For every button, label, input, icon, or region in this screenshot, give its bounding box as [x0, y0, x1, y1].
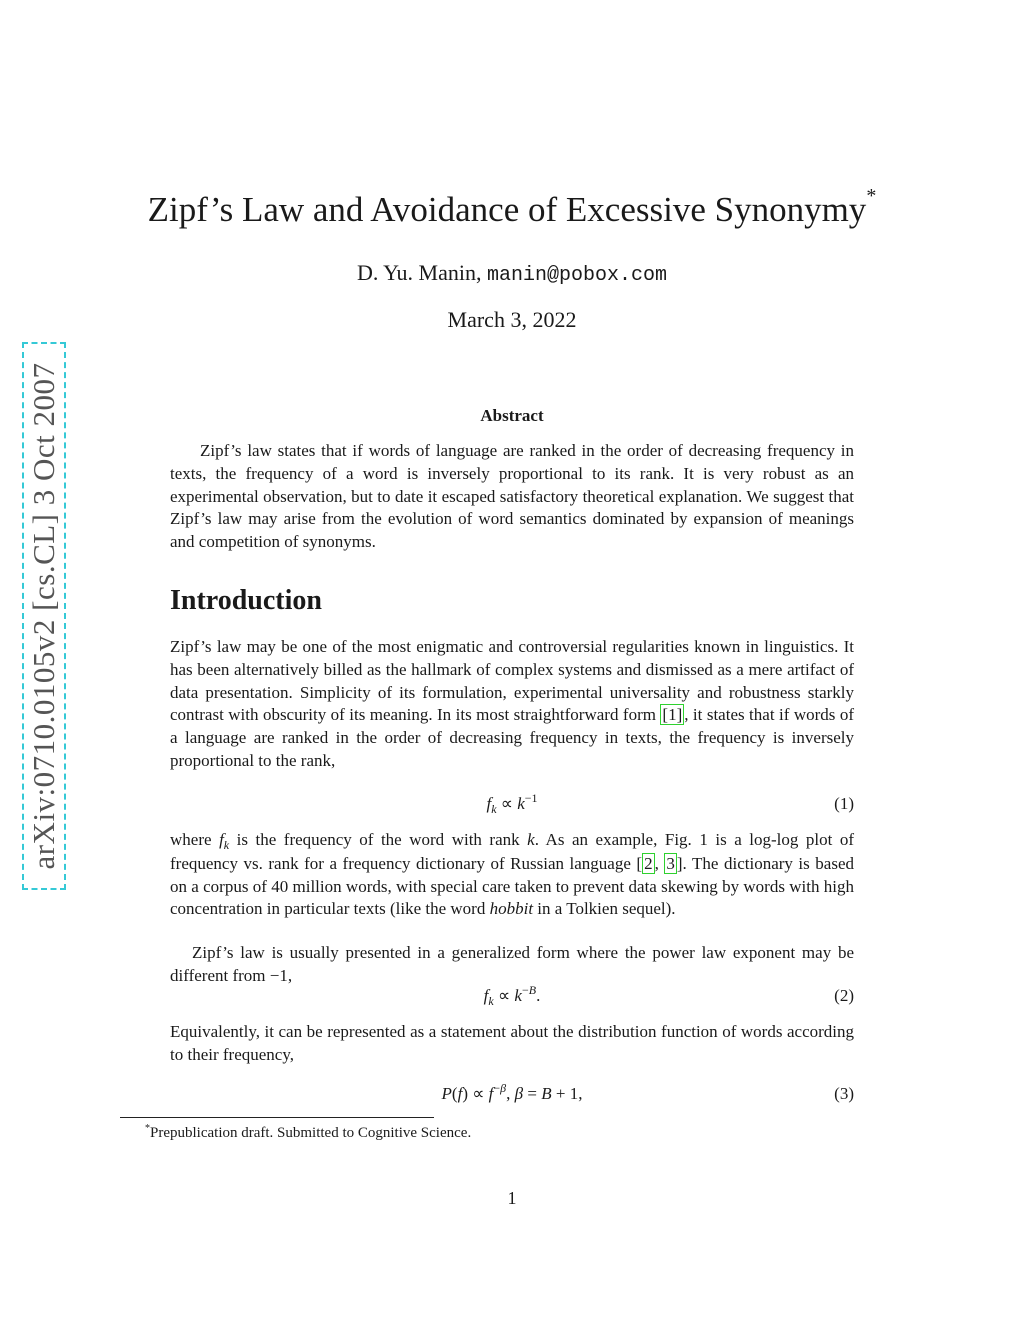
intro-paragraph-3: Zipf’s law is usually presented in a generalized form where the power law exponent may be different from −1,	[170, 943, 854, 985]
section-title-introduction: Introduction	[170, 585, 322, 616]
equation-3-expression: $P(f) \propto f^{-\beta}$, β = B + 1,	[441, 1081, 583, 1103]
equation-2	[170, 983, 854, 1010]
equation-1	[170, 791, 854, 818]
paper-date: March 3, 2022	[447, 307, 577, 332]
citation-2[interactable]: 2	[644, 853, 653, 873]
citation-3[interactable]: 3	[666, 853, 675, 873]
footnote	[145, 1123, 471, 1142]
equation-2-number: (2)	[834, 986, 854, 1005]
title-footnote-mark: *	[866, 185, 877, 208]
intro-paragraph-4: Equivalently, it can be represented as a statement about the distribution function of words according to their frequency,	[170, 1022, 854, 1064]
equation-3-number: (3)	[834, 1084, 854, 1103]
equation-1-number: (1)	[834, 794, 854, 813]
author-line	[0, 260, 1024, 287]
author-name: D. Yu. Manin,	[357, 260, 482, 285]
footnote-mark: *	[145, 1123, 150, 1134]
footnote-rule	[120, 1117, 434, 1118]
word-hobbit: hobbit	[489, 899, 534, 919]
title-text: Zipf’s Law and Avoidance of Excessive Synonymy	[147, 190, 867, 229]
paper-title	[0, 185, 1024, 230]
equation-2-expression: $f_k \propto k^{-B}$.	[483, 983, 541, 1008]
equation-3	[170, 1081, 854, 1108]
footnote-text: Prepublication draft. Submitted to Cognitive Science.	[150, 1125, 472, 1141]
intro-paragraph-1: Zipf’s law may be one of the most enigmatic and controversial regularities known in linguistics. It has been alternatively billed as the hallmark of complex systems and dismissed as a mere artifact of data presentation. Simplicity of its formulation, experimental universality and robustness starkly contrast with obscurity of its meaning. In its most straightforward form [1] , it states that if words of a language are ranked in the order of decreasing frequency in texts, the frequency is inversely proportional to the rank,	[170, 637, 854, 770]
page-number: 1	[507, 1188, 517, 1208]
author-email[interactable]: manin@pobox.com	[486, 264, 667, 287]
intro-paragraph-2: where $f_k$ is the frequency of the word with rank k. As an example, Fig. 1 is a log-log plot of frequency vs. rank for a frequency dictionary of Russian language [ 2 , 3 ]. The dictionary is based on a corpus of 40 million words, with special care taken to prevent data skewing by words with high concentration in particular texts (like the word hobbit in a Tolkien sequel).	[170, 830, 855, 919]
arxiv-id: arXiv:0710.0105v2 [cs.CL] 3 Oct 2007	[26, 362, 61, 870]
abstract-body: Zipf’s law states that if words of language are ranked in the order of decreasing frequency in texts, the frequency of a word is inversely proportional to its rank. It is very robust as an experimental observation, but to date it escaped satisfactory theoretical explanation. We suggest that Zipf’s law may arise from the evolution of word semantics dominated by expansion of meanings and competition of synonyms.	[170, 441, 854, 552]
equation-1-expression: $f_k \propto k^{-1}$	[486, 791, 538, 816]
abstract-heading: Abstract	[480, 406, 544, 425]
citation-1[interactable]: [1]	[662, 705, 683, 725]
